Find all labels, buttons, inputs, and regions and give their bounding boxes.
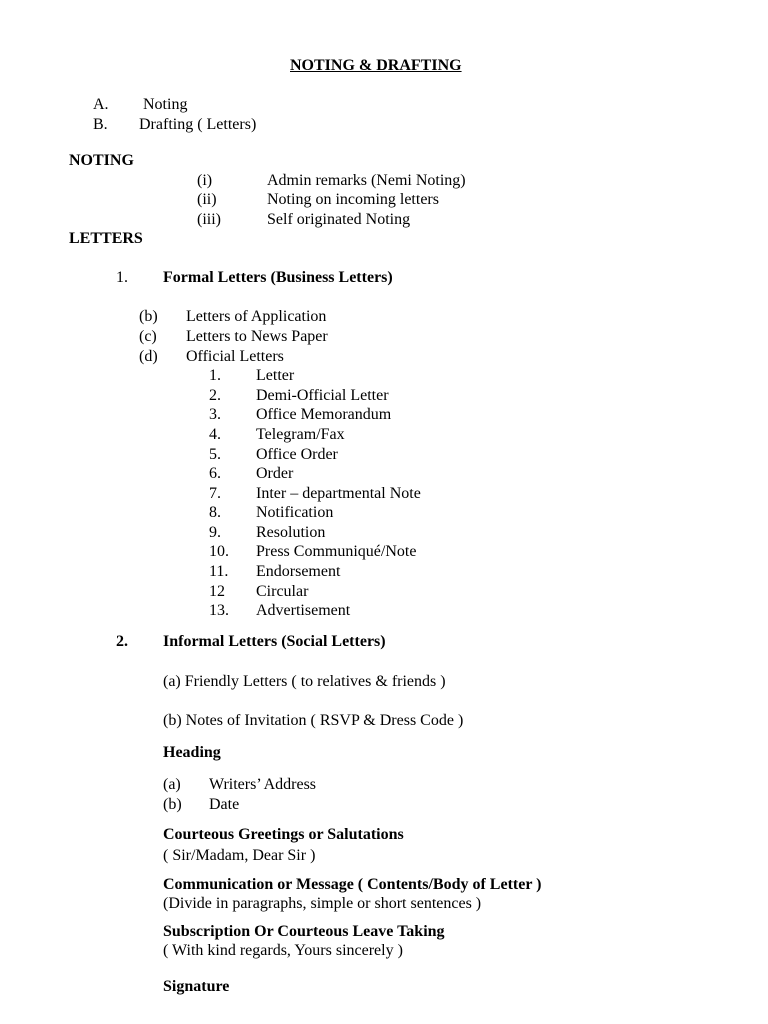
formal-item-official: Official Letters [186, 348, 284, 365]
official-type: Circular [256, 583, 309, 600]
official-num: 8. [209, 504, 221, 521]
official-type: Notification [256, 504, 334, 521]
official-num: 6. [209, 465, 221, 482]
heading-label: Heading [163, 744, 221, 761]
outline-label-drafting: Drafting ( Letters) [139, 116, 257, 133]
formal-number: 1. [116, 269, 128, 286]
formal-marker-b: (b) [139, 308, 158, 325]
noting-item-admin-remarks: Admin remarks (Nemi Noting) [267, 172, 466, 189]
invitation-line: (b) Notes of Invitation ( RSVP & Dress Code ) [163, 712, 464, 729]
greetings-note: ( Sir/Madam, Dear Sir ) [163, 847, 316, 864]
formal-item-news-paper: Letters to News Paper [186, 328, 328, 345]
greetings-title: Courteous Greetings or Salutations [163, 826, 404, 843]
signature-label: Signature [163, 978, 230, 995]
noting-item-incoming: Noting on incoming letters [267, 191, 439, 208]
informal-number: 2. [116, 633, 128, 650]
official-num: 10. [209, 543, 229, 560]
official-type: Advertisement [256, 602, 351, 619]
official-num: 2. [209, 387, 221, 404]
official-num: 12 [209, 583, 225, 600]
official-num: 3. [209, 406, 221, 423]
outline-label-noting: Noting [143, 96, 188, 113]
noting-marker-i: (i) [197, 172, 213, 189]
official-num: 9. [209, 524, 221, 541]
official-type: Resolution [256, 524, 326, 541]
official-type: Office Memorandum [256, 406, 392, 423]
page-title: NOTING & DRAFTING [290, 57, 462, 74]
official-type: Press Communiqué/Note [256, 543, 417, 560]
official-num: 7. [209, 485, 221, 502]
noting-marker-ii: (ii) [197, 191, 217, 208]
formal-letters-title: Formal Letters (Business Letters) [163, 269, 393, 286]
formal-item-application: Letters of Application [186, 308, 327, 325]
communication-note: (Divide in paragraphs, simple or short sentences ) [163, 895, 482, 912]
friendly-letters-line: (a) Friendly Letters ( to relatives & friends ) [163, 673, 446, 690]
official-type: Demi-Official Letter [256, 387, 389, 404]
official-type: Office Order [256, 446, 338, 463]
letters-heading: LETTERS [69, 230, 143, 247]
informal-letters-title: Informal Letters (Social Letters) [163, 633, 386, 650]
heading-item-date: Date [209, 796, 240, 813]
official-num: 1. [209, 367, 221, 384]
official-num: 5. [209, 446, 221, 463]
subscription-title: Subscription Or Courteous Leave Taking [163, 923, 445, 940]
official-type: Order [256, 465, 294, 482]
formal-marker-c: (c) [139, 328, 157, 345]
communication-title: Communication or Message ( Contents/Body of Letter ) [163, 876, 542, 893]
official-type: Endorsement [256, 563, 341, 580]
official-type: Letter [256, 367, 295, 384]
noting-item-self-originated: Self originated Noting [267, 211, 411, 228]
official-type: Telegram/Fax [256, 426, 345, 443]
official-type: Inter – departmental Note [256, 485, 421, 502]
heading-item-address: Writers’ Address [209, 776, 317, 793]
noting-heading: NOTING [69, 152, 134, 169]
subscription-note: ( With kind regards, Yours sincerely ) [163, 942, 403, 959]
noting-marker-iii: (iii) [197, 211, 221, 228]
heading-marker-b: (b) [163, 796, 182, 813]
outline-marker-b: B. [93, 116, 108, 133]
formal-marker-d: (d) [139, 348, 158, 365]
official-num: 4. [209, 426, 221, 443]
official-num: 13. [209, 602, 229, 619]
outline-marker-a: A. [93, 96, 109, 113]
heading-marker-a: (a) [163, 776, 181, 793]
official-num: 11. [209, 563, 229, 580]
